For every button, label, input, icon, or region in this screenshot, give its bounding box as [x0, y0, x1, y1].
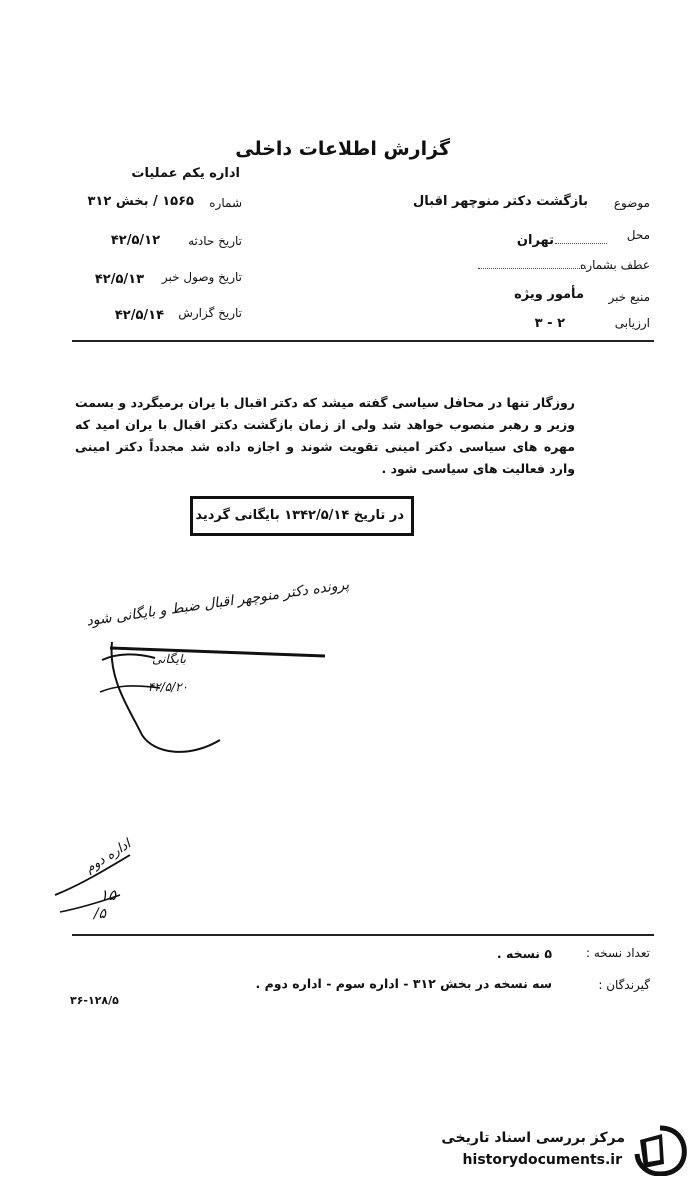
recipients-label: گیرندگان :	[598, 978, 650, 992]
incident-date-label: تاریخ حادثه	[188, 234, 242, 248]
handwritten-note-office: اداره دوم	[82, 836, 134, 877]
document-number: ۳۶-۱۲۸/۵	[70, 994, 119, 1007]
archive-logo-icon	[632, 1124, 688, 1176]
handwritten-note-fraction: ۵/	[93, 906, 106, 922]
watermark-url: historydocuments.ir	[462, 1152, 622, 1168]
location-dots	[555, 243, 607, 244]
number-label: شماره	[209, 196, 242, 210]
evaluation-value: ۲ - ۳	[534, 316, 565, 331]
subject-label: موضوع	[613, 196, 650, 210]
incident-date-value: ۴۲/۵/۱۲	[110, 233, 160, 248]
footer-divider	[72, 934, 654, 936]
received-date-value: ۴۲/۵/۱۳	[94, 272, 144, 287]
archive-stamp	[190, 496, 414, 536]
header-divider	[72, 340, 654, 342]
subject-value: بازگشت دکتر منوچهر اقبال	[413, 194, 588, 209]
reference-dots	[478, 268, 586, 269]
report-date-value: ۴۲/۵/۱۴	[114, 308, 164, 323]
number-value: ۱۵۶۵ / بخش ۳۱۲	[87, 194, 194, 209]
report-body: روزگار تنها در محافل سیاسی گفته میشد که دکتر اقبال با یران برمیگردد و بسمت وزیر و رهبر منصوب خواهد شد ولی از زمان بازگشت دکتر اقبال با یران امید که مهره های سیاسی دکتر امینی تقویت شوند و اجازه داده شد مجدداً دکتر امینی وارد فعالیت های سیاسی شود .	[75, 395, 575, 476]
department-label: اداره یکم عملیات	[131, 166, 240, 181]
source-value: مأمور ویژه	[514, 287, 584, 302]
document-title: گزارش اطلاعات داخلی	[235, 138, 450, 160]
handwritten-note-date: ۴۲/۵/۲۰	[147, 680, 188, 694]
handwritten-note-number: ۱۵	[100, 886, 117, 904]
source-label: منبع خبر	[608, 290, 650, 304]
report-date-label: تاریخ گزارش	[178, 306, 242, 320]
location-label: محل	[626, 228, 650, 242]
received-date-label: تاریخ وصول خبر	[161, 270, 242, 284]
handwritten-note-archive: بایگانی	[152, 652, 186, 666]
archive-stamp-text: در تاریخ ۱۳۴۲/۵/۱۴ بایگانی گردید	[195, 508, 404, 523]
recipients-value: سه نسخه در بخش ۳۱۲ - اداره سوم - اداره دوم .	[255, 976, 552, 991]
reference-label: عطف بشماره	[580, 258, 650, 272]
copies-label: تعداد نسخه :	[585, 946, 650, 960]
watermark-name: مرکز بررسی اسناد تاریخی	[441, 1130, 625, 1146]
location-value: تهران	[516, 233, 554, 248]
evaluation-label: ارزیابی	[614, 316, 650, 330]
handwritten-note-file: پرونده دکتر منوچهر اقبال ضبط و بایگانی شود	[85, 576, 351, 630]
copies-value: ۵ نسخه .	[496, 946, 552, 961]
